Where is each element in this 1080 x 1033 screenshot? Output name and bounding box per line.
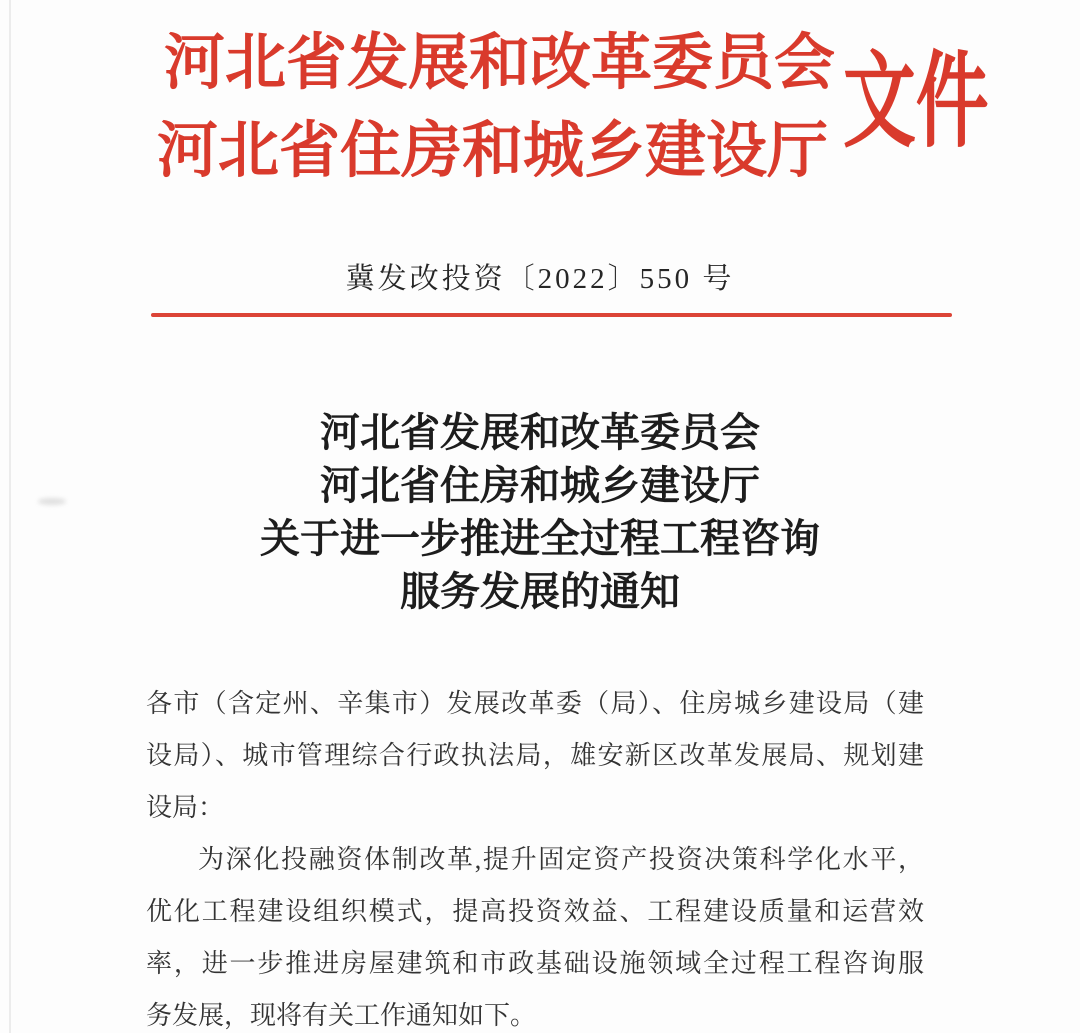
doc-number: 冀发改投资〔2022〕550 号 bbox=[345, 263, 735, 295]
document-title bbox=[0, 406, 1080, 618]
header-agency-line-2: 河北省住房和城乡建设厅 bbox=[157, 118, 829, 185]
header-agency-line-1: 河北省发展和改革委员会 bbox=[164, 30, 836, 97]
recipients-line-1: 各市（含定州、辛集市）发展改革委（局）、住房城乡建设局（建 bbox=[146, 689, 924, 718]
recipients-line-3: 设局： bbox=[146, 793, 225, 822]
paragraph-line-4: 务发展，现将有关工作通知如下。 bbox=[146, 1001, 537, 1030]
document-body bbox=[146, 678, 924, 1033]
paragraph-line-2: 优化工程建设组织模式，提高投资效益、工程建设质量和运营效 bbox=[146, 897, 924, 926]
title-line-4: 服务发展的通知 bbox=[400, 569, 680, 614]
paragraph-line-1: 为深化投融资体制改革,提升固定资产投资决策科学化水平， bbox=[198, 845, 924, 874]
title-line-1: 河北省发展和改革委员会 bbox=[320, 410, 760, 455]
title-line-2: 河北省住房和城乡建设厅 bbox=[320, 463, 760, 508]
title-line-3: 关于进一步推进全过程工程咨询 bbox=[260, 516, 820, 561]
recipients-line-2: 设局）、城市管理综合行政执法局，雄安新区改革发展局、规划建 bbox=[146, 741, 924, 770]
header-wenjian-label: 文件 bbox=[843, 45, 989, 160]
red-divider-rule bbox=[151, 313, 952, 317]
paragraph-line-3: 率，进一步推进房屋建筑和市政基础设施领域全过程工程咨询服 bbox=[146, 949, 924, 978]
